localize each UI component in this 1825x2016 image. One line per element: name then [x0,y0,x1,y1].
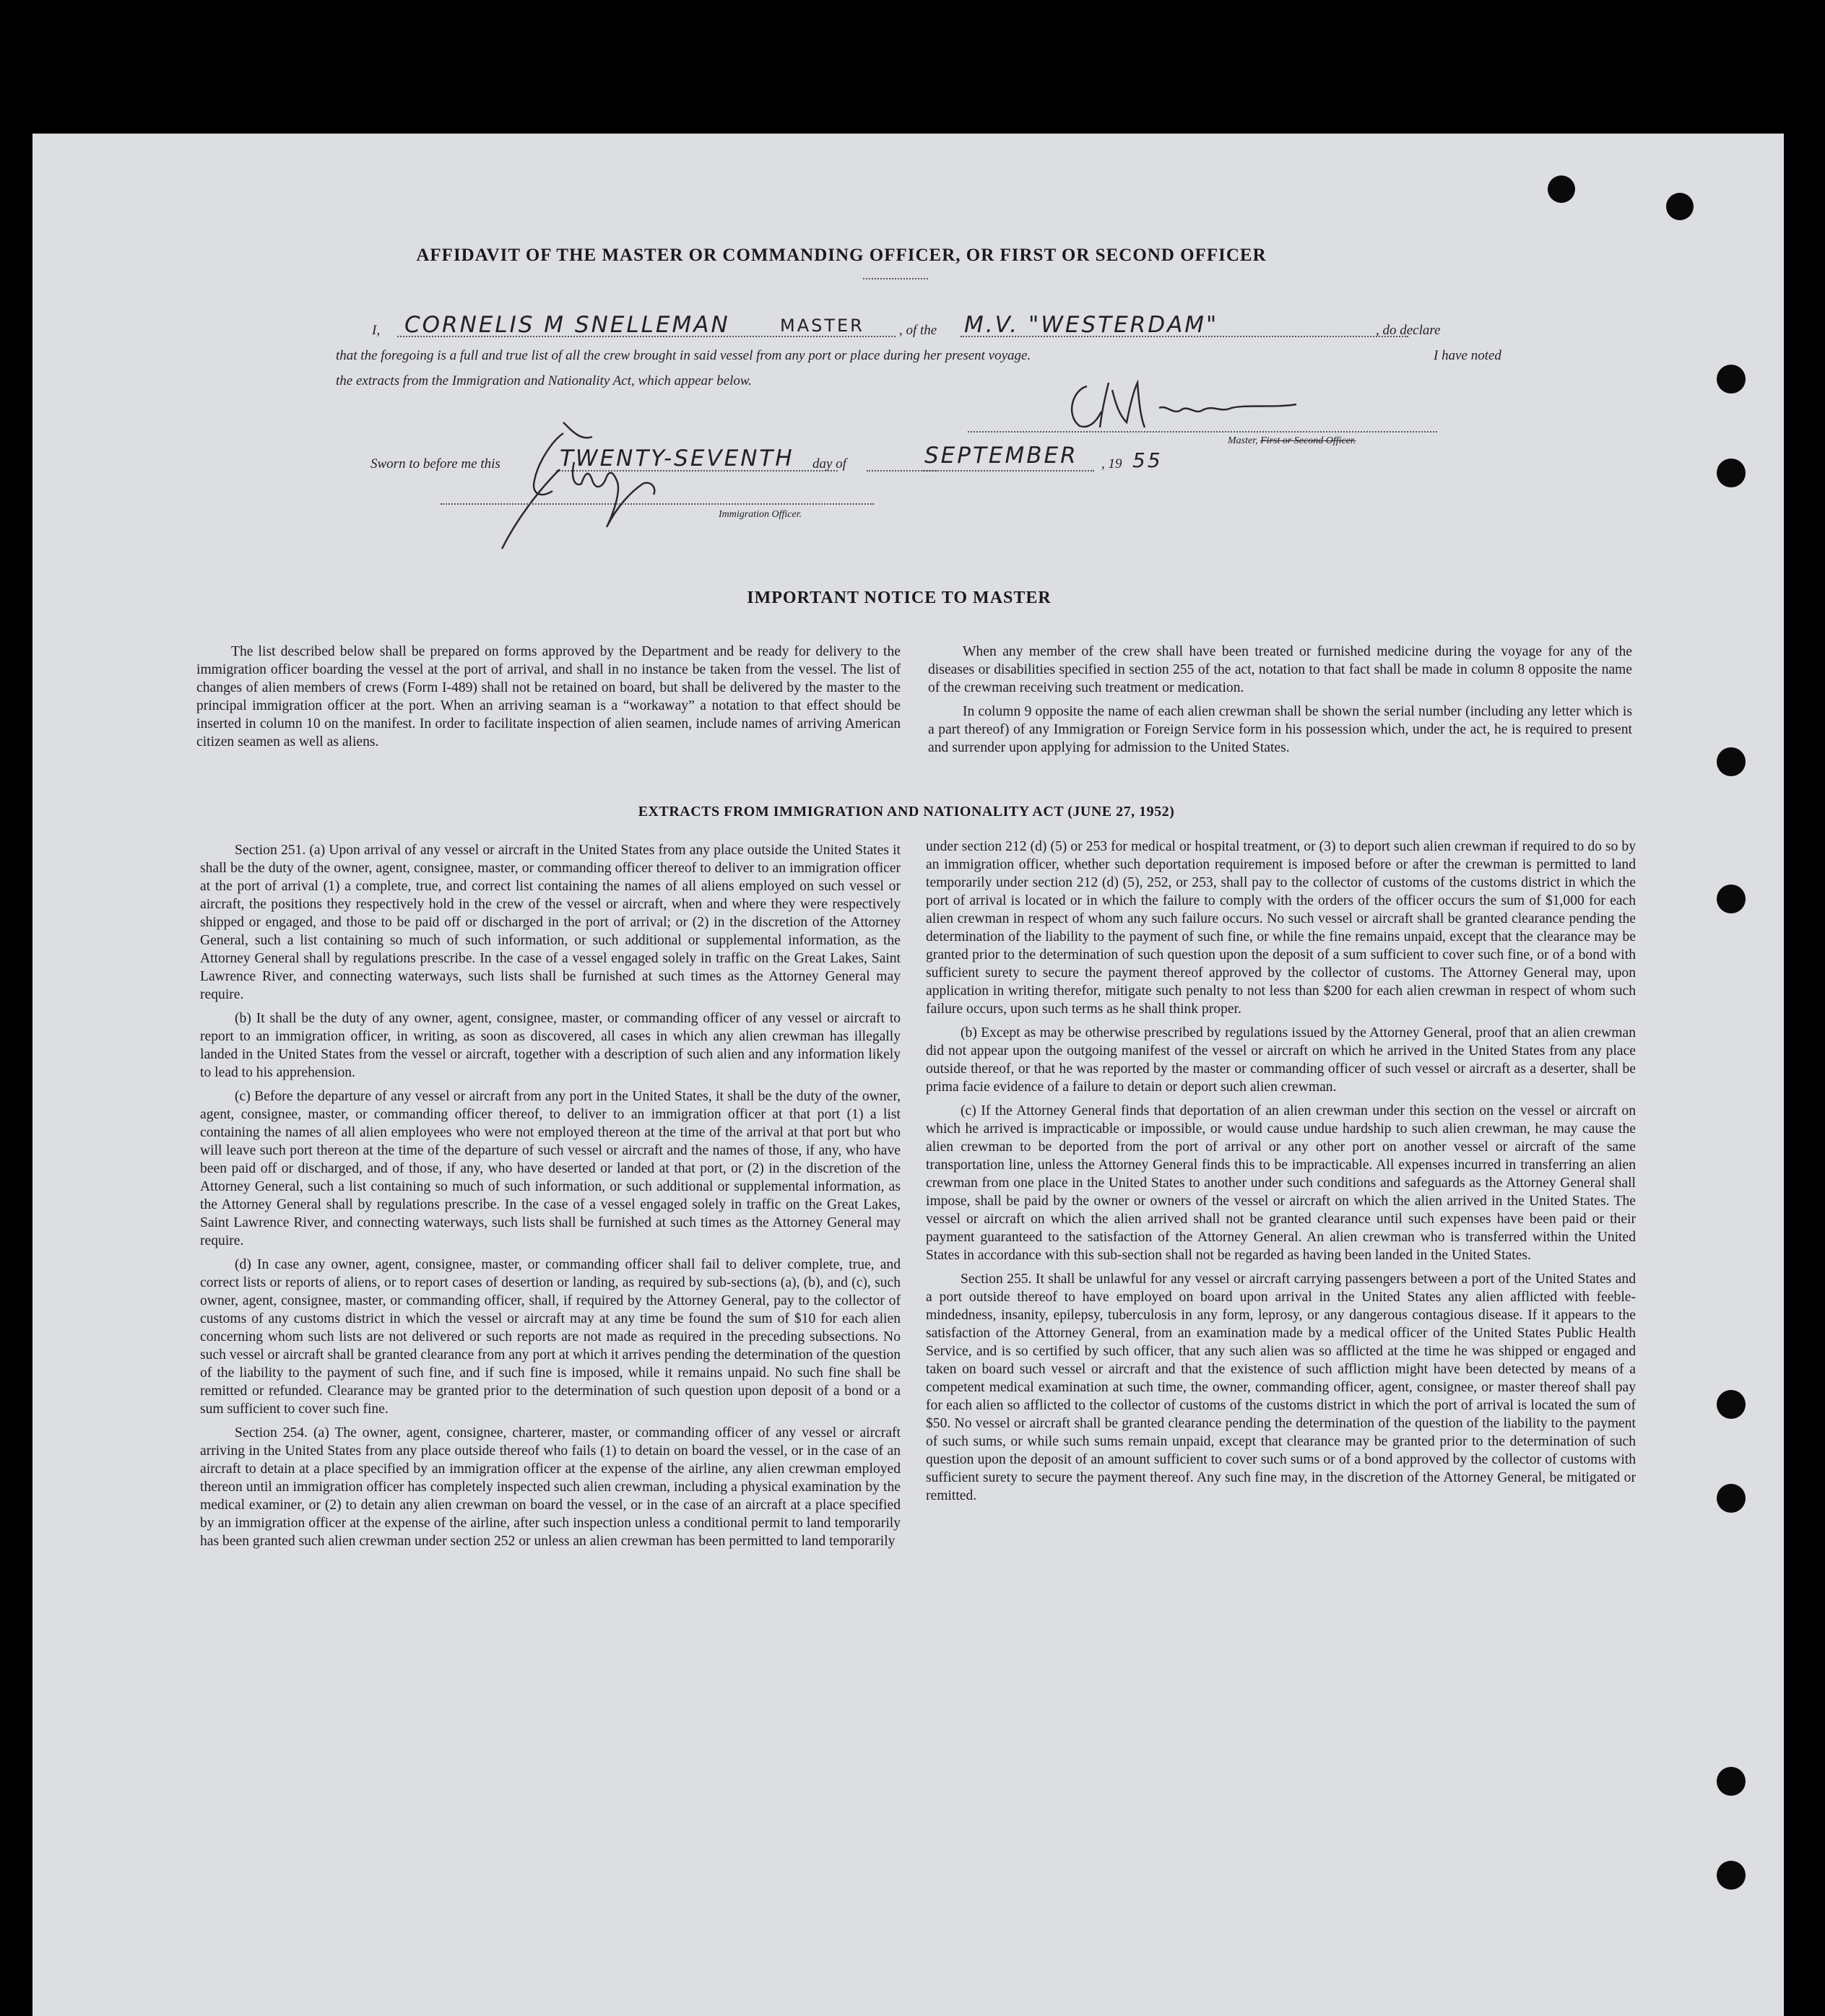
immigration-officer-signature [495,419,726,556]
section-251-a: Section 251. (a) Upon arrival of any vessel or aircraft in the United States from any place outside the United States it shall be the duty of the owner, agent, consignee, master, or commanding officer thereof to deliver to an immigration officer at the port of arrival (1) a complete, true, and correct list containing the names of all aliens employed on such vessel or aircraft, the positions they respectively hold in the crew of the vessel or aircraft, when and where they were respectively shipped or engaged, and those to be paid off or discharged in the port of arrival; or (2) in the discretion of the Attorney General, such a list containing so much of such information, or such additional or supplemental information, as the Attorney General shall by regulations prescribe. In the case of a vessel engaged solely in traffic on the Great Lakes, Saint Lawrence River, and connecting waterways, such lists shall be furnished at such times as the Attorney General may require. [200,843,901,1002]
declaration-line-1: that the foregoing is a full and true list of all the crew brought in said vessel from any port or place during her present voyage. [336,348,1031,363]
document-page [32,134,1784,2016]
name-line [397,336,896,337]
notice-left-column [196,643,901,757]
extracts-right-column [926,838,1636,1511]
punch-hole [1717,747,1746,776]
sworn-month-line [921,470,1094,472]
notice-right-paragraph-2: In column 9 opposite the name of each alien crewman shall be shown the serial number (including any letter which is a part thereof) of any Immigration or Foreign Service form in his possession which, under the act, he is required to present and surrender upon applying for admission to the United States. [928,704,1632,755]
punch-hole [1717,1390,1746,1419]
day-of-label: day of [812,456,846,472]
affidavit-title: AFFIDAVIT OF THE MASTER OR COMMANDING OFFICER, OR FIRST OR SECOND OFFICER [416,246,1267,265]
section-254-b: (b) Except as may be otherwise prescribed by regulations issued by the Attorney General, proof that an alien crewman did not appear upon the outgoing manifest of the vessel or aircraft on which he arrived in the United States from any place outside thereof, or that he was reported by the master or commanding officer of such vessel or aircraft as a deserter, shall be prima facie evidence of a failure to detain or deport such alien crewman. [926,1025,1636,1095]
do-declare-label: , do declare [1376,323,1441,338]
of-the-label: , of the [899,323,937,338]
section-254-a-continued: under section 212 (d) (5) or 253 for medical or hospital treatment, or (3) to deport such alien crewman if required to do so by an immigration officer, whether such deportation requirement is imposed before or after the crewman is permitted to land temporarily under section 212 (d) (5), 252, or 253, shall pay to the collector of customs of the customs district in which the port of arrival is located or in which the failure to comply with the orders of the officer occurs the sum of $1,000 for each alien crewman in respect of whom any such failure occurs. No such vessel or aircraft shall be granted clearance pending the determination of the liability to the payment of such fine, or while the fine remains unpaid, except that the clearance may be granted prior to the determination of such question upon the deposit of a sum sufficient to cover such fine, or of a bond with sufficient surety to secure the payment thereof approved by the collector of customs. The Attorney General may, upon application in writing therefor, mitigate such penalty to not less than $200 for each alien crewman in respect of whom such failure occurs, upon such terms as he shall think proper. [926,839,1636,1017]
punch-hole [1717,1767,1746,1796]
year-suffix: 55 [1132,448,1163,472]
notice-right-paragraph-1: When any member of the crew shall have been treated or furnished medicine during the voyage for any of the diseases or disabilities specified in section 255 of the act, notation to that fact shall be made in column 8 opposite the name of the crewman receiving such treatment or medication. [928,644,1632,695]
sworn-day: TWENTY-SEVENTH [560,446,794,472]
section-254-a: Section 254. (a) The owner, agent, consignee, charterer, master, or commanding officer of any vessel or aircraft arriving in the United States from any place outside thereof who fails (1) to detain on board the vessel, or in the case of an aircraft to detain at a place specified by an immigration officer at the expense of the airline, any alien crewman employed thereon until an immigration officer has completely inspected such alien crewman, including a physical examination by the medical examiner, or (2) to detain any alien crewman on board the vessel, or in the case of an aircraft at a place specified by an immigration officer at the expense of the airline, after such inspection unless a conditional permit to land temporarily has been granted such alien crewman under section 252 or unless an alien crewman has been permitted to land temporarily [200,1425,901,1549]
extracts-title: EXTRACTS FROM IMMIGRATION AND NATIONALITY ACT (JUNE 27, 1952) [638,804,1175,820]
notice-title: IMPORTANT NOTICE TO MASTER [747,588,1052,607]
punch-hole [1717,885,1746,913]
officer-signature-line [968,431,1437,433]
section-254-c: (c) If the Attorney General finds that deportation of an alien crewman under this section on the vessel or aircraft on which he arrived is impracticable or impossible, or would cause undue hardship to such alien crewman, he may cause the alien crewman to be deported from the port of arrival or any other port on another vessel or aircraft of the same transportation line, unless the Attorney General finds this to be impracticable. All expenses incurred in transferring an alien crewman from one place in the United States to another under such conditions and safeguards as the Attorney General shall impose, shall be paid by the owner or owners of the vessel or aircraft on which the alien arrived in the United States. The vessel or aircraft on which the alien arrived shall not be granted clearance until such expenses have been paid or their payment guaranteed to the satisfaction of the Attorney General. An alien crewman who is transferred within the United States in accordance with this sub-section shall not be regarded as having been landed in the United States. [926,1103,1636,1263]
title-dots [863,278,928,279]
punch-hole [1717,365,1746,394]
vessel-line [961,336,1408,337]
vessel-name: M.V. "WESTERDAM" [964,312,1219,338]
punch-hole [1717,459,1746,487]
have-noted-label: I have noted [1434,348,1501,363]
punch-hole [1548,175,1575,203]
immigration-signature-line [441,503,874,505]
punch-hole [1717,1861,1746,1890]
i-label: I, [372,323,381,338]
punch-hole [1717,1484,1746,1513]
section-251-d: (d) In case any owner, agent, consignee, master, or commanding officer shall fail to deliver complete, true, and correct lists or reports of aliens, or to report cases of desertion or landing, as required by sub-sections (a), (b), and (c), such owner, agent, consignee, master, or commanding officer, shall, if required by the Attorney General, pay to the collector of customs of any customs district in which the vessel or aircraft may at any time be found the sum of $10 for each alien concerning whom such lists are not delivered or such reports are not made as required in the preceding subsections. No such vessel or aircraft shall be granted clearance from any port at which it arrives pending the determination of the question of the liability to the payment of such fine, and if such fine is imposed, while it remains unpaid. No such fine shall be remitted or refunded. Clearance may be granted prior to the determination of such question upon deposit of a bond or a sum sufficient to cover such fine. [200,1257,901,1417]
year-prefix: , 19 [1101,456,1122,472]
section-251-b: (b) It shall be the duty of any owner, agent, consignee, master, or commanding officer of any vessel or aircraft to report to an immigration officer, in writing, as soon as discovered, all cases in which any alien crewman has illegally landed in the United States from the vessel or aircraft, together with a description of such alien and any information likely to lead to his apprehension. [200,1011,901,1080]
sworn-month: SEPTEMBER [924,443,1078,469]
officer-title-struck: First or Second Officer. [1260,435,1356,446]
officer-title-label [1228,435,1356,447]
sworn-label: Sworn to before me this [370,456,500,472]
declaration-line-2: the extracts from the Immigration and Nationality Act, which appear below. [336,373,752,388]
section-251-c: (c) Before the departure of any vessel or aircraft from any port in the United States, it shall be the duty of the owner, agent, consignee, master, or commanding officer thereof, to deliver to an immigration officer at that port (1) a list containing the names of all alien employees who were not employed thereon at the time of the arrival at that port but who will leave such port thereon at the time of the departure of such vessel or aircraft and the names of those, if any, who have been paid off or discharged, and of those, if any, who have deserted or landed at that port, or (2) in the discretion of the Attorney General, such a list containing so much of such information, or such additional or supplemental information, as the Attorney General shall by regulations prescribe. In the case of a vessel engaged solely in traffic on the Great Lakes, Saint Lawrence River, and connecting waterways, such lists shall be furnished at such times as the Attorney General may require. [200,1089,901,1248]
notice-right-column [928,643,1632,762]
notice-left-paragraph: The list described below shall be prepared on forms approved by the Department and be ready for delivery to the immigration officer boarding the vessel at the port of arrival, and shall in no instance be taken from the vessel. The list of changes of alien members of crews (Form I-489) shall not be retained on board, but shall be delivered by the master to the principal immigration officer at the port. When an arriving seaman is a “workaway” a notation to that effect should be inserted in column 10 on the manifest. In order to facilitate inspection of alien seamen, include names of arriving American citizen seamen as well as aliens. [196,644,901,750]
master-signature [1058,375,1361,433]
master-name: CORNELIS M SNELLEMAN [404,312,730,338]
immigration-officer-label: Immigration Officer. [719,509,802,520]
extracts-left-column [200,841,901,1556]
section-255: Section 255. It shall be unlawful for any vessel or aircraft carrying passengers between a port of the United States and a port outside thereof to have employed on board upon arrival in the United States any alien afflicted with feeble-mindedness, insanity, epilepsy, tuberculosis in any form, leprosy, or any dangerous contagious disease. If it appears to the satisfaction of the Attorney General, from an examination made by a medical officer of the United States Public Health Service, and is so certified by such officer, that any such alien was so afflicted at the time he was shipped or engaged and taken on board such vessel or aircraft and that the existence of such affliction might have been detected by means of a competent medical examination at such time, the owner, commanding officer, agent, consignee, or master thereof shall pay for each alien so afflicted to the collector of customs of the customs district in which the port of arrival is located the sum of $50. No vessel or aircraft shall be granted clearance pending the determination of the question of the liability to the payment of such sums, or while such sums remain unpaid, except that clearance may be granted prior to the determination of such question upon the deposit of an amount sufficient to cover such sums or of a bond approved by the collector of customs with sufficient surety to secure the payment thereof. Any such fine may, in the discretion of the Attorney General, be mitigated or remitted. [926,1272,1636,1503]
officer-title-master: Master, [1228,435,1258,446]
master-rank: MASTER [780,316,864,336]
punch-hole [1666,193,1694,220]
